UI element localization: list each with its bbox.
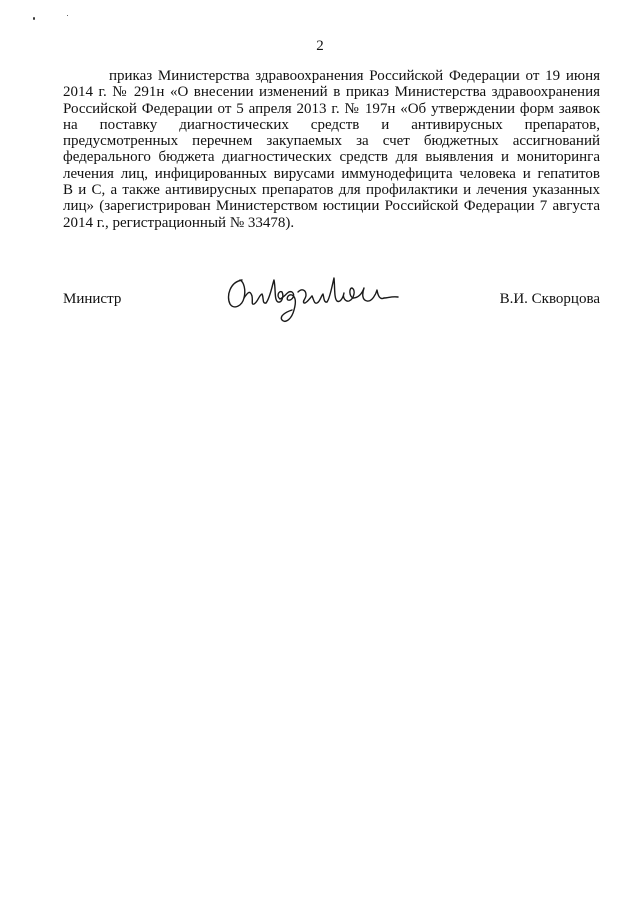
document-paragraph [63,68,600,231]
paragraph-line: Российской Федерации от 5 апреля 2013 г. № 197н «Об утверждении форм заявок [63,100,600,117]
paragraph-line: на поставку диагностических средств и антивирусных препаратов, [63,116,600,133]
scan-speck [33,17,35,20]
scan-speck [67,15,68,16]
paragraph-line: предусмотренных перечнем закупаемых за счет бюджетных ассигнований [63,133,600,150]
page-number: 2 [316,38,324,54]
paragraph-line: 2014 г. № 291н «О внесении изменений в приказ Министерства здравоохранения [63,84,600,101]
paragraph-line: лиц» (зарегистрирован Министерством юстиции Российской Федерации 7 августа [63,198,600,215]
paragraph-line: федерального бюджета диагностических средств для выявления и мониторинга [63,149,600,166]
paragraph-line: лечения лиц, инфицированных вирусами иммунодефицита человека и гепатитов [63,165,600,182]
paragraph-line: В и С, а также антивирусных препаратов для профилактики и лечения указанных [63,182,600,199]
paragraph-line: 2014 г., регистрационный № 33478). [63,214,295,231]
handwritten-signature [222,268,412,338]
signatory-name: В.И. Скворцова [499,291,600,307]
signatory-title: Министр [63,291,122,307]
paragraph-line: приказ Министерства здравоохранения Российской Федерации от 19 июня [109,68,600,84]
